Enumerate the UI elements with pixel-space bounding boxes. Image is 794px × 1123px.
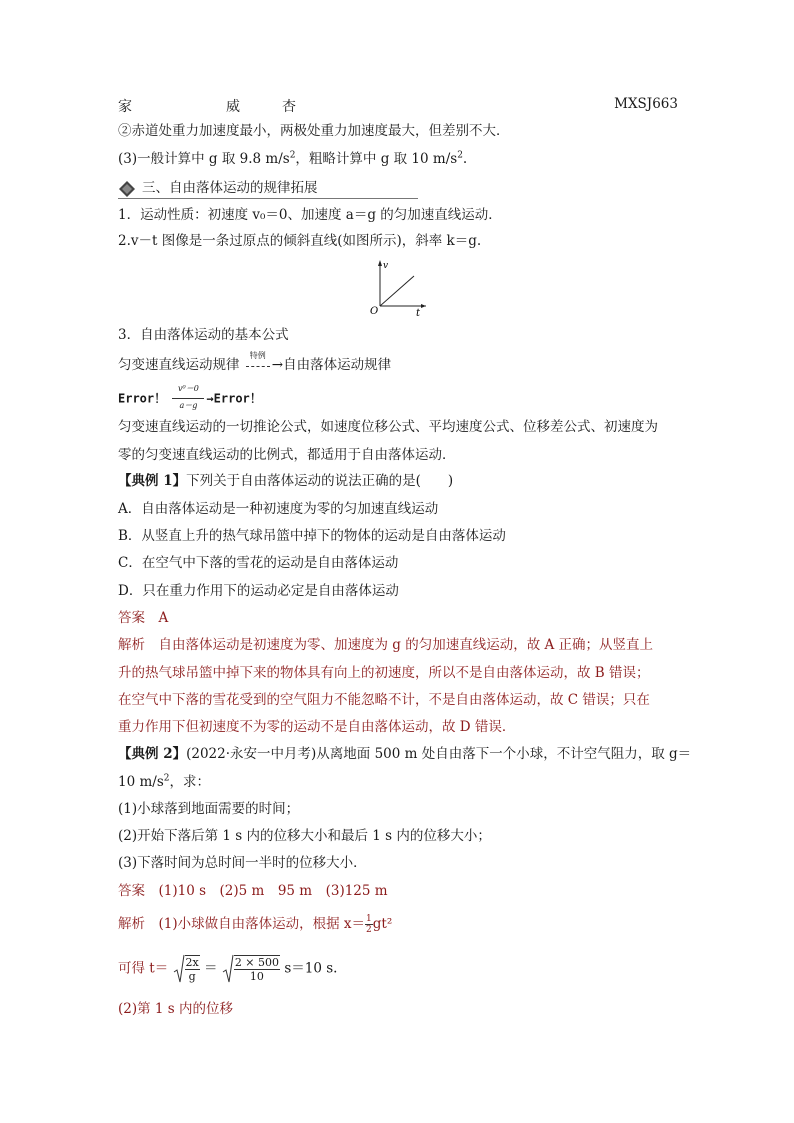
explanation-2: 解析 (1)小球做自由落体运动，根据 x＝ $\frac{1}{2}$ gt² bbox=[118, 914, 393, 935]
x-axis-arrow bbox=[421, 304, 426, 308]
example-2-question: 【典例 2】(2022·永安一中月考)从离地面 500 m 处自由落下一个小球，不计空气阻力，取 g＝ bbox=[118, 746, 692, 762]
y-axis-arrow bbox=[378, 260, 382, 266]
sqrt-2: $\frac{2 \times 500}{10}$ bbox=[222, 954, 280, 984]
text-line: 2.v－t 图像是一条过原点的倾斜直线(如图所示)，斜率 k＝g. bbox=[118, 233, 482, 249]
section-rule bbox=[118, 198, 418, 199]
option-b: B．从竖直上升的热气球吊篮中掉下的物体的运动是自由落体运动 bbox=[118, 528, 506, 544]
option-a: A．自由落体运动是一种初速度为零的匀加速直线运动 bbox=[118, 501, 439, 517]
sub-question-3: (3)下落时间为总时间一半时的位移大小． bbox=[118, 855, 367, 871]
header-code: MXSJ663 bbox=[614, 96, 678, 112]
option-d: D．只在重力作用下的运动必定是自由落体运动 bbox=[118, 583, 399, 599]
example-1-question: 【典例 1】下列关于自由落体运动的说法正确的是( ) bbox=[118, 473, 454, 489]
vt-graph bbox=[366, 258, 428, 318]
header-char-1: 家 bbox=[118, 99, 132, 115]
header-char-2: 威 bbox=[226, 99, 240, 115]
text-line: 3．自由落体运动的基本公式 bbox=[118, 327, 289, 343]
text-line: 零的匀变速直线运动的比例式，都适用于自由落体运动． bbox=[118, 447, 456, 463]
diamond-icon bbox=[118, 180, 136, 198]
section-title: 三、自由落体运动的规律拓展 bbox=[142, 180, 318, 196]
explanation-1: 重力作用下但初速度不为零的运动不是自由落体运动，故 D 错误． bbox=[118, 719, 516, 735]
answer-1: 答案 A bbox=[118, 610, 169, 626]
explanation-1: 升的热气球吊篮中掉下来的物体具有向上的初速度，所以不是自由落体运动，故 B 错误； bbox=[118, 665, 650, 681]
header-char-3: 杏 bbox=[282, 99, 296, 115]
y-axis-label: v bbox=[383, 261, 389, 271]
explanation-1: 解析 自由落体运动是初速度为零、加速度为 g 的匀加速直线运动，故 A 正确；从竖直上 bbox=[118, 637, 654, 653]
text-line: 匀变速直线运动的一切推论公式，如速度位移公式、平均速度公式、位移差公式、初速度为 bbox=[118, 419, 658, 435]
section-heading bbox=[118, 178, 418, 198]
formula-line: 可得 t＝ $\frac{2x}{g}$ ＝ $\frac{2 \times 500}{10}$ s＝10 s. bbox=[118, 956, 338, 983]
condition-arrow: $\frac{\text{v⁰＝0}}{a=g}$ bbox=[170, 388, 206, 410]
text-line: 10 $m/s^2$，求： bbox=[118, 773, 210, 790]
text-line: (3)一般计算中 g 取 9.8 $m/s^2$，粗略计算中 g 取 10 $m/s^2$. bbox=[118, 150, 468, 167]
origin-label: O bbox=[370, 306, 379, 317]
sub-question-2: (2)开始下落后第 1 s 内的位移大小和最后 1 s 内的位移大小； bbox=[118, 828, 491, 844]
special-case-arrow: 特例 bbox=[244, 357, 272, 375]
text-line: 匀变速直线运动规律 特例 →自由落体运动规律 bbox=[118, 350, 392, 373]
sub-question-1: (1)小球落到地面需要的时间； bbox=[118, 801, 300, 817]
option-c: C．在空气中下落的雪花的运动是自由落体运动 bbox=[118, 555, 399, 571]
explanation-2: (2)第 1 s 内的位移 bbox=[118, 1001, 234, 1017]
series-line bbox=[380, 276, 414, 306]
answer-2: 答案 (1)10 s (2)5 m 95 m (3)125 m bbox=[118, 883, 388, 899]
explanation-1: 在空气中下落的雪花受到的空气阻力不能忽略不计，不是自由落体运动，故 C 错误；只在 bbox=[118, 692, 650, 708]
text-line: ②赤道处重力加速度最小，两极处重力加速度最大，但差别不大． bbox=[118, 123, 510, 139]
x-axis-label: t bbox=[416, 308, 421, 318]
text-line: Error！ $\frac{\text{v⁰＝0}}{a=g}$ →Error！ bbox=[118, 384, 262, 410]
text-line: 1．运动性质：初速度 v₀＝0、加速度 a＝g 的匀加速直线运动． bbox=[118, 207, 502, 223]
sqrt-1: $\frac{2x}{g}$ bbox=[173, 954, 200, 984]
